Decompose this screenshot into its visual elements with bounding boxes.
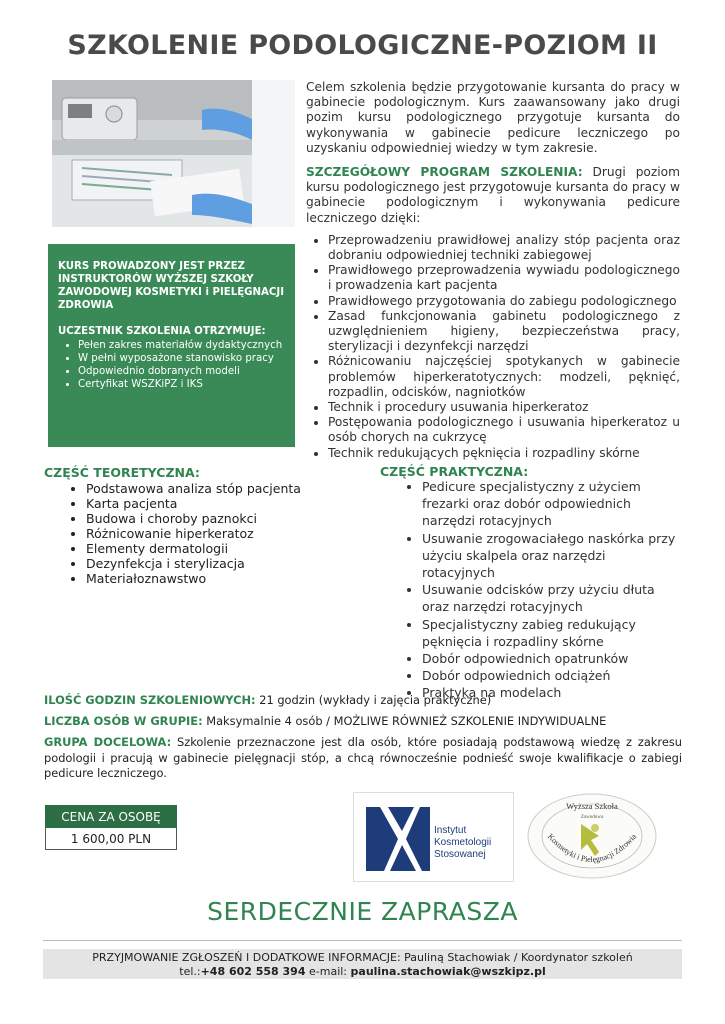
iks-logo-line2: Kosmetologii (434, 837, 492, 848)
email-link[interactable]: paulina.stachowiak@wszkipz.pl (350, 965, 546, 978)
course-info-box (48, 244, 295, 447)
price-label: CENA ZA OSOBĘ (45, 805, 177, 828)
list-item: • Specjalistyczny zabieg redukujący pęknięcia i rozpadliny skórne (422, 616, 680, 650)
target-info (44, 735, 682, 782)
school-logo-arc: Kosmetyki i Pielęgnacji Zdrowia (545, 831, 639, 865)
practice-heading: CZĘŚĆ PRAKTYCZNA: (380, 464, 529, 479)
list-item: • Dobór odpowiednich opatrunków (422, 650, 680, 667)
theory-heading: CZĘŚĆ TEORETYCZNA: (44, 465, 200, 480)
footer-contact-line: PRZYJMOWANIE ZGŁOSZEŃ I DODATKOWE INFORMACJE: Pauliną Stachowiak / Koordynator szkoleń (92, 951, 633, 964)
school-logo (523, 790, 661, 882)
price-box (45, 805, 177, 850)
theory-section (44, 465, 344, 586)
program-paragraph (306, 165, 680, 226)
target-value: Szkolenie przeznaczone jest dla osób, które posiadają podstawową wiedzę z zakresu podologii i pracują w gabinecie pielęgnacji stóp, a chcą równocześnie podnieść swoje kwalifikacje o zabiegi pedicure leczniczego. (44, 735, 682, 780)
theory-list (44, 481, 344, 586)
treatment-photo (52, 80, 295, 227)
intro-paragraph: Celem szkolenia będzie przygotowanie kursanta do pracy w gabinecie podologicznym. Kurs zaawansowany jako drugi pozim kursu podologicznego przygotuje kursanta do wykonywania w gabinecie pedicure leczniczego po uzyskaniu odpowiedniej wiedzy w tym zakresie. (306, 80, 680, 155)
list-item: • Praktyka na modelach (422, 684, 680, 701)
list-item: • Technik i procedury usuwania hiperkeratoz (328, 400, 680, 415)
list-item: • W pełni wyposażone stanowisko pracy (78, 352, 285, 365)
program-column (306, 80, 680, 461)
iks-logo-line3: Stosowanej (434, 849, 486, 860)
page-title: SZKOLENIE PODOLOGICZNE-POZIOM II (67, 30, 658, 61)
list-item: • Certyfikat WSZKiPZ i IKS (78, 378, 285, 391)
list-item: • Podstawowa analiza stóp pacjenta (86, 481, 344, 496)
list-item: • Usuwanie odcisków przy użyciu dłuta oraz narzędzi rotacyjnych (422, 581, 680, 615)
list-item: • Prawidłowego przeprowadzenia wywiadu podologicznego i prowadzenia kart pacjenta (328, 263, 680, 293)
tel-label: tel.: (179, 965, 201, 978)
list-item: • Pełen zakres materiałów dydaktycznych (78, 339, 285, 352)
practice-list (380, 478, 680, 702)
email-label: e-mail: (305, 965, 351, 978)
list-item: • Postępowania podologicznego i usuwania hiperkeratoz u osób chorych na cukrzycę (328, 415, 680, 445)
price-value: 1 600,00 PLN (45, 828, 177, 850)
invitation-text: SERDECZNIE ZAPRASZA (207, 897, 518, 926)
footer-contact-details (43, 965, 682, 979)
practice-section (380, 465, 680, 702)
list-item: • Dobór odpowiednich odciążeń (422, 667, 680, 684)
school-logo-sub: Zawodowa (580, 815, 604, 820)
list-item: • Usuwanie zrogowaciałego naskórka przy użyciu skalpela oraz narzędzi rotacyjnych (422, 530, 680, 582)
hours-info (44, 693, 682, 709)
list-item: • Budowa i choroby paznokci (86, 511, 344, 526)
list-item: • Odpowiednio dobranych modeli (78, 365, 285, 378)
target-label: GRUPA DOCELOWA: (44, 735, 172, 749)
list-item: • Karta pacjenta (86, 496, 344, 511)
program-list (306, 233, 680, 461)
iks-logo (353, 792, 514, 882)
list-item: • Przeprowadzeniu prawidłowej analizy stóp pacjenta oraz dobraniu odpowiedniej techniki zabiegowej (328, 233, 680, 263)
group-label: LICZBA OSÓB W GRUPIE: (44, 714, 203, 728)
group-info (44, 714, 682, 730)
course-instructors: KURS PROWADZONY JEST PRZEZ INSTRUKTORÓW WYŻSZEJ SZKOŁY ZAWODOWEJ KOSMETYKI i PIELĘGNACJI ZDROWIA (58, 261, 284, 311)
program-heading: SZCZEGÓŁOWY PROGRAM SZKOLENIA: (306, 165, 583, 180)
group-value: Maksymalnie 4 osób / MOŻLIWE RÓWNIEŻ SZKOLENIE INDYWIDUALNE (202, 714, 607, 728)
program-text: Drugi poziom kursu podologicznego jest przygotowuje kursanta do pracy w gabinecie podologicznym i wykonywania pedicure leczniczego dzięki: (306, 165, 680, 225)
school-logo-top: Wyższa Szkoła (566, 801, 618, 811)
phone-number[interactable]: +48 602 558 394 (200, 965, 306, 978)
hours-value: 21 godzin (wykłady i zajęcia praktyczne) (255, 693, 492, 707)
list-item: • Technik redukujących pęknięcia i rozpadliny skórne (328, 446, 680, 461)
list-item: • Materiałoznawstwo (86, 571, 344, 586)
list-item: • Zasad funkcjonowania gabinetu podologicznego z uzwględnieniem higieny, bezpieczeństwa pracy, sterylizacji i dezynfekcji narzędzi (328, 309, 680, 355)
footer-divider (43, 940, 682, 941)
contact-footer (43, 949, 682, 979)
list-item: • Dezynfekcja i sterylizacja (86, 556, 344, 571)
hours-label: ILOŚĆ GODZIN SZKOLENIOWYCH: (44, 693, 256, 707)
list-item: • Różnicowaniu najczęściej spotykanych w gabinecie problemów hiperkeratotycznych: modzeli, pęknięć, rozpadlin, odcisków, nagniotków (328, 354, 680, 400)
list-item: • Pedicure specjalistyczny z użyciem frezarki oraz dobór odpowiednich narzędzi rotacyjnych (422, 478, 680, 530)
list-item: • Różnicowanie hiperkeratoz (86, 526, 344, 541)
list-item: • Elementy dermatologii (86, 541, 344, 556)
receives-heading: UCZESTNIK SZKOLENIA OTRZYMUJE: (58, 326, 266, 337)
receives-list (58, 339, 285, 391)
list-item: • Prawidłowego przygotowania do zabiegu podologicznego (328, 294, 680, 309)
iks-logo-line1: Instytut (434, 825, 467, 836)
